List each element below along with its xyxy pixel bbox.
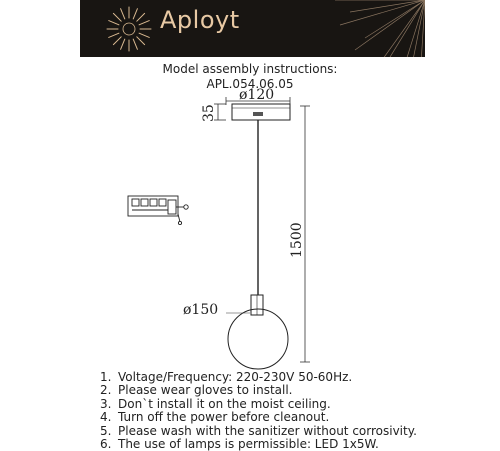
ceiling-canopy [232,104,290,120]
glass-globe-shade [228,309,288,369]
shade-diameter-label: ø150 [183,302,219,318]
instructions-list [100,371,417,451]
header-title: Model assembly instructions: [162,62,338,76]
terminal-block-icon [128,196,188,225]
brand-name: Aployt [160,6,240,34]
list-item: 6. The use of lamps is permissible: LED 1x5W. [100,437,379,451]
canopy-diameter-label: ø120 [239,87,275,103]
length-label: 1500 [289,222,305,258]
list-item: 1. Voltage/Frequency: 220-230V 50-60Hz. [100,370,353,384]
list-item: 5. Please wash with the sanitizer without corrosivity. [100,423,417,438]
list-item: 2. Please wear gloves to install. [100,383,293,398]
model-number: APL.054.06.05 [206,77,294,91]
list-item: 3. Don`t install it on the moist ceiling. [100,396,331,411]
canopy-height-label: 35 [201,104,217,122]
list-item: 4. Turn off the power before cleanout. [100,410,330,425]
